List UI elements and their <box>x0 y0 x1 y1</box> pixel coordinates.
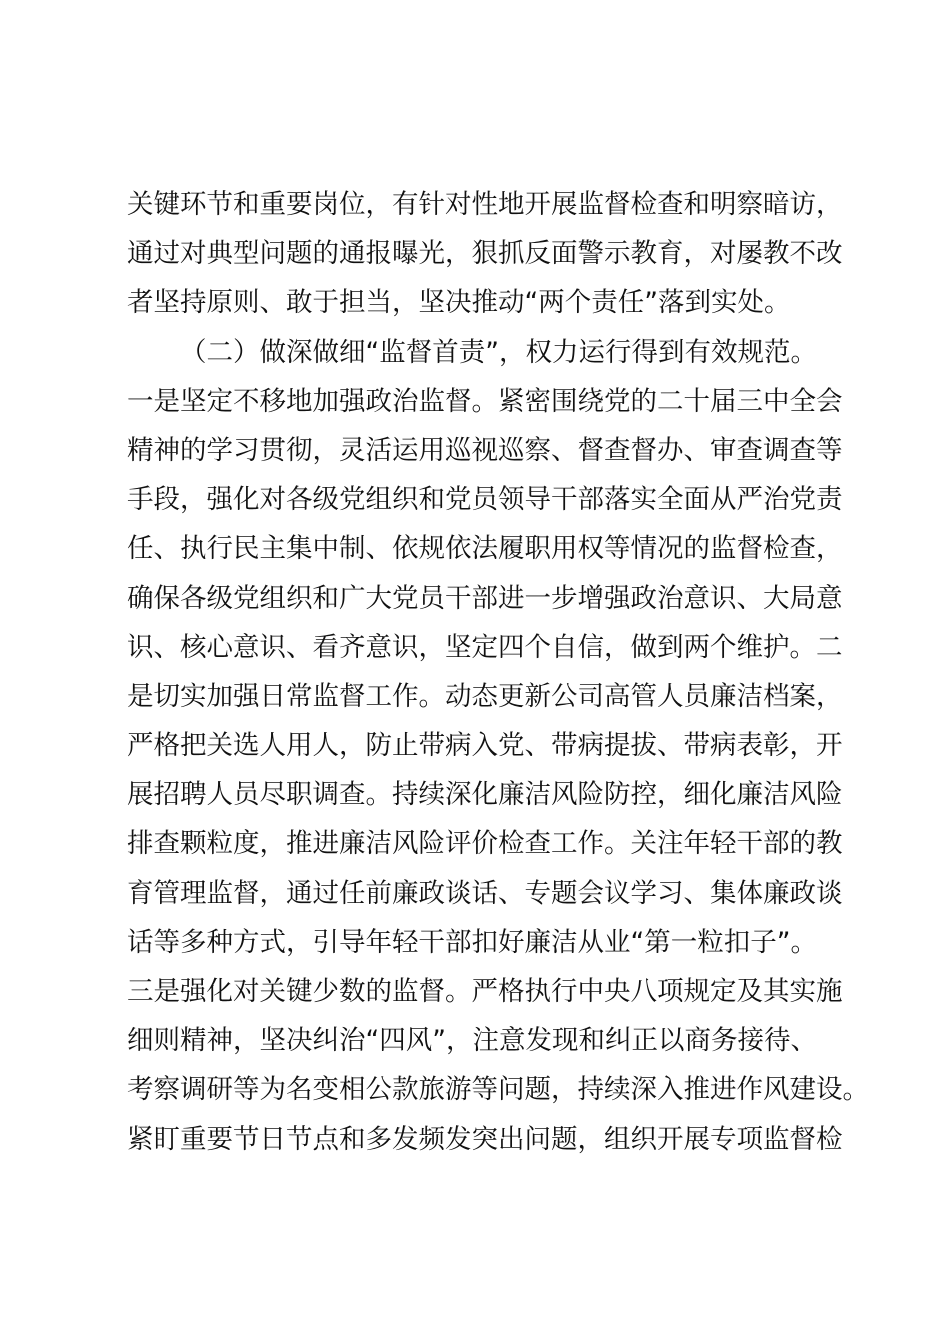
text-line: 育管理监督，通过任前廉政谈话、专题会议学习、集体廉政谈 <box>127 877 843 909</box>
text-line: 三是强化对关键少数的监督。严格执行中央八项规定及其实施 <box>127 976 843 1007</box>
text-line: 考察调研等为名变相公款旅游等问题，持续深入推进作风建设。 <box>127 1074 869 1106</box>
text-line: 话等多种方式，引导年轻干部扣好廉洁从业“第一粒扣子”。 <box>127 926 817 958</box>
text-line: 细则精神，坚决纠治“四风”，注意发现和纠正以商务接待、 <box>127 1025 817 1057</box>
text-line: 展招聘人员尽职调查。持续深化廉洁风险防控，细化廉洁风险 <box>127 779 843 811</box>
text-line: 精神的学习贯彻，灵活运用巡视巡察、督查督办、审查调查等 <box>127 434 843 466</box>
text-line: 关键环节和重要岗位，有针对性地开展监督检查和明察暗访， <box>127 189 843 220</box>
text-line: 通过对典型问题的通报曝光，狠抓反面警示教育，对屡教不改 <box>127 238 843 270</box>
text-line: 手段，强化对各级党组织和党员领导干部落实全面从严治党责 <box>127 484 843 516</box>
body-text <box>127 180 869 1164</box>
text-line: 是切实加强日常监督工作。动态更新公司高管人员廉洁档案， <box>127 680 843 712</box>
text-line: 排查颗粒度，推进廉洁风险评价检查工作。关注年轻干部的教 <box>127 828 843 860</box>
text-line: 严格把关选人用人，防止带病入党、带病提拔、带病表彰，开 <box>127 730 843 762</box>
text-line: 一是坚定不移地加强政治监督。紧密围绕党的二十届三中全会 <box>127 385 843 417</box>
text-line: 任、执行民主集中制、依规依法履职用权等情况的监督检查， <box>127 533 843 565</box>
text-line: 识、核心意识、看齐意识，坚定四个自信，做到两个维护。二 <box>127 631 843 663</box>
section-heading: （二）做深做细“监督首责”，权力运行得到有效规范。 <box>180 336 817 368</box>
text-line: 确保各级党组织和广大党员干部进一步增强政治意识、大局意 <box>127 582 843 614</box>
text-line: 紧盯重要节日节点和多发频发突出问题，组织开展专项监督检 <box>127 1123 843 1155</box>
text-line: 者坚持原则、敢于担当，坚决推动“两个责任”落到实处。 <box>127 287 791 319</box>
